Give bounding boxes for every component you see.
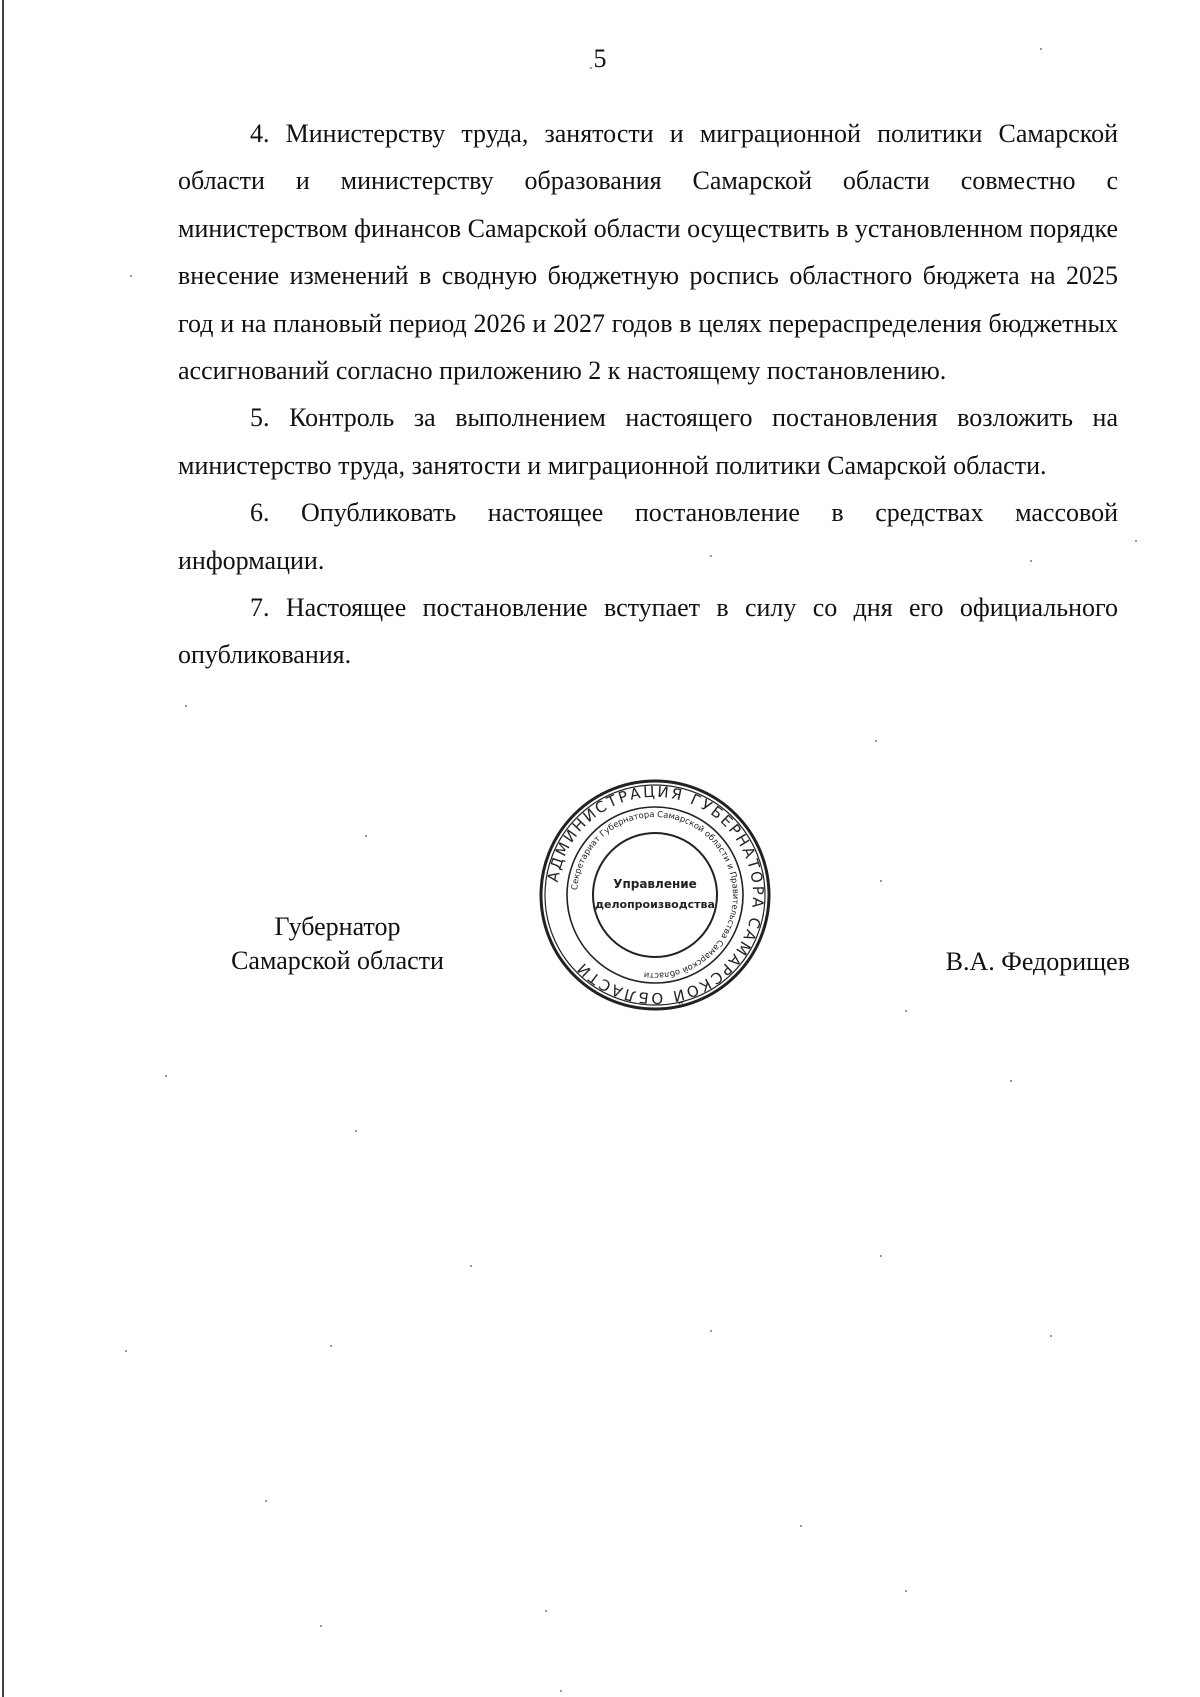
speck xyxy=(875,740,877,742)
seal-inner-text-path: Секретариат Губернатора Самарской области и Правительства Самарской области xyxy=(569,808,742,982)
speck xyxy=(320,1625,322,1627)
seal-outer-text-path: АДМИНИСТРАЦИЯ ГУБЕРНАТОРА САМАРСКОЙ ОБЛАСТИ xyxy=(543,782,768,1008)
speck xyxy=(590,67,592,69)
signer-name: В.А. Федорищев xyxy=(945,947,1130,976)
speck xyxy=(880,880,882,882)
speck xyxy=(905,1010,907,1012)
speck xyxy=(165,1075,167,1077)
speck xyxy=(125,1350,127,1352)
page-left-edge xyxy=(2,0,4,1697)
speck xyxy=(1030,560,1032,562)
paragraph-7: 7. Настоящее постановление вступает в силу со дня его официального опубликования. xyxy=(178,593,1118,670)
seal-center-line1: Управление xyxy=(613,877,697,891)
speck xyxy=(330,1345,332,1347)
speck xyxy=(1040,48,1042,50)
speck xyxy=(1050,1335,1052,1337)
signer-title-line2: Самарской области xyxy=(231,946,444,975)
speck xyxy=(130,275,132,277)
speck xyxy=(545,1610,547,1612)
speck xyxy=(365,835,367,837)
signer-title-line1: Губернатор xyxy=(274,912,401,941)
document-body xyxy=(178,110,1118,679)
speck xyxy=(800,1525,802,1527)
speck xyxy=(880,1255,882,1257)
paragraph-5: 5. Контроль за выполнением настоящего постановления возложить на министерство труда, занятости и миграционной политики Самарской области. xyxy=(178,403,1118,480)
speck xyxy=(710,1330,712,1332)
speck xyxy=(905,1590,907,1592)
speck xyxy=(470,1265,472,1267)
speck xyxy=(1010,1080,1012,1082)
speck xyxy=(560,1690,562,1692)
page-number: 5 xyxy=(593,44,607,73)
speck xyxy=(710,555,712,557)
speck xyxy=(265,1500,267,1502)
speck xyxy=(355,1130,357,1132)
seal-center-line2: делопроизводства xyxy=(595,898,715,911)
paragraph-4: 4. Министерству труда, занятости и миграционной политики Самарской области и министерству образования Самарской области совместно с министерством финансов Самарской области осуществить в установленном порядке внесение изменений в сводную бюджетную роспись областного бюджета на 2025 год и на плановый период 2026 и 2027 годов в целях перераспределения бюджетных ассигнований согласно приложению 2 к настоящему постановлению. xyxy=(178,119,1118,386)
official-seal xyxy=(535,775,775,1015)
seal-inner-text xyxy=(569,809,741,981)
signer-title xyxy=(195,910,480,978)
speck xyxy=(185,705,187,707)
paragraph-6: 6. Опубликовать настоящее постановление в средствах массовой информации. xyxy=(178,498,1118,575)
speck xyxy=(1135,540,1137,542)
